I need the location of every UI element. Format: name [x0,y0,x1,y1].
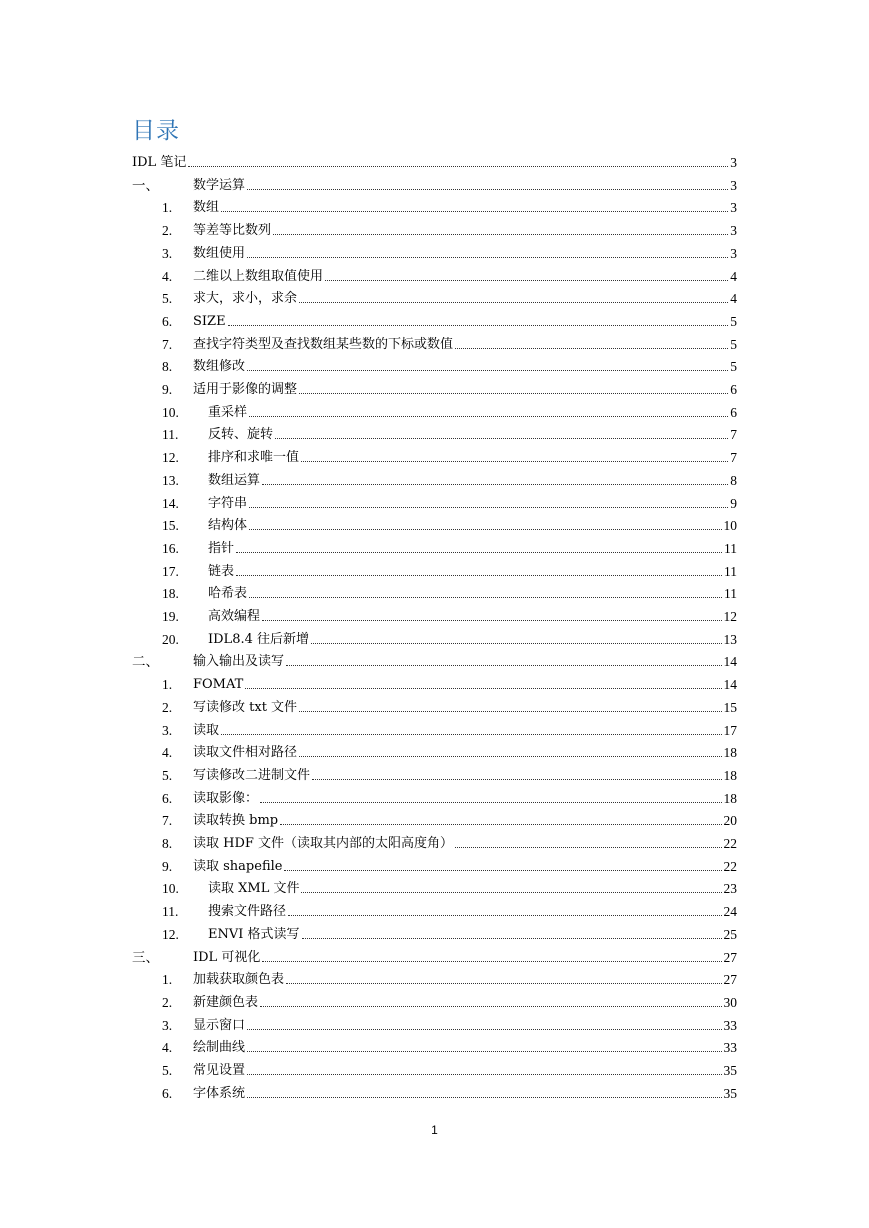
toc-entry-page: 14 [723,654,737,670]
toc-entry-label: 适用于影像的调整 [193,382,298,397]
toc-leader-dots [221,734,721,735]
toc-leader-dots [247,1097,721,1098]
toc-entry-label: 高效编程 [208,609,261,624]
toc-entry-label: 结构体 [208,518,248,534]
toc-entry-number: 一、 [132,177,159,193]
toc-entry-page: 35 [723,1063,737,1078]
toc-entry[interactable] [132,855,737,875]
toc-entry[interactable] [132,560,737,580]
toc-entry[interactable] [132,401,737,421]
toc-leader-dots [228,325,729,326]
toc-entry-page: 22 [723,858,737,874]
toc-entry-label: ENVI 格式读写 [208,926,300,942]
toc-leader-dots [299,711,721,712]
toc-entry[interactable] [132,196,737,216]
toc-entry-page: 18 [723,745,737,761]
toc-leader-dots [286,665,721,666]
toc-entry-number: 8. [162,359,173,375]
toc-entry-label: 求大，求小，求余 [193,291,298,307]
toc-entry-number: 三、 [132,949,159,965]
toc-entry-label: 二维以上数组取值使用 [193,268,324,284]
toc-entry[interactable] [132,310,737,330]
toc-entry-page: 35 [723,1085,737,1101]
toc-entry-page: 15 [723,699,737,715]
toc-leader-dots [325,280,728,281]
toc-entry-number: 19. [162,609,179,624]
toc-entry[interactable] [132,333,737,353]
toc-leader-dots [260,802,721,803]
toc-leader-dots [288,915,721,916]
page-number: 1 [431,1123,438,1137]
toc-entry[interactable] [132,378,737,398]
toc-entry[interactable] [132,174,737,194]
toc-entry-label: IDL8.4 往后新增 [208,631,309,647]
toc-entry-page: 4 [730,291,737,307]
toc-entry-label: SIZE [193,313,226,329]
toc-leader-dots [301,892,721,893]
toc-entry-number: 11. [162,904,179,920]
toc-entry-page: 8 [730,472,737,488]
toc-entry-number: 2. [162,699,173,715]
toc-entry[interactable] [132,787,737,807]
toc-entry[interactable] [132,537,737,557]
toc-entry-page: 30 [723,994,737,1010]
toc-entry-number: 20. [162,631,179,647]
toc-entry-label: 数组 [193,200,220,216]
toc-leader-dots [286,983,721,984]
toc-entry-label: 数学运算 [193,177,246,193]
toc-entry-label: 数组使用 [193,245,246,261]
toc-leader-dots [455,348,728,349]
toc-leader-dots [302,938,722,939]
toc-leader-dots [221,211,728,212]
toc-entry-label: 搜索文件路径 [208,904,287,920]
toc-entry-page: 6 [730,382,737,397]
toc-entry-label: 指针 [208,540,235,556]
toc-entry-label: 输入输出及读写 [193,654,285,670]
toc-entry-number: 1. [162,677,173,693]
toc-entry-number: 4. [162,1040,173,1056]
toc-entry-page: 9 [730,495,737,511]
toc-entry[interactable] [132,265,737,285]
toc-entry-label: 读取 HDF 文件（读取其内部的太阳高度角） [193,836,454,851]
toc-entry-label: 哈希表 [208,586,248,602]
toc-entry-number: 18. [162,586,179,602]
toc-leader-dots [260,1006,721,1007]
toc-entry-page: 23 [723,881,737,897]
toc-entry-page: 3 [730,200,737,216]
toc-entry-label: 查找字符类型及查找数组某些数的下标或数值 [193,336,454,352]
toc-leader-dots [247,1051,721,1052]
toc-entry-page: 5 [730,336,737,352]
toc-leader-dots [301,461,728,462]
toc-entry-number: 5. [162,291,173,307]
toc-entry-page: 20 [723,813,737,829]
toc-entry[interactable] [132,968,737,988]
toc-entry-page: 14 [723,677,737,693]
toc-entry-page: 27 [723,972,737,988]
toc-entry[interactable] [132,650,737,670]
toc-entry[interactable] [132,1036,737,1056]
toc-entry-number: 1. [162,972,173,988]
toc-leader-dots [247,257,728,258]
toc-title: 目录 [132,118,180,144]
toc-entry-number: 16. [162,540,179,556]
toc-leader-dots [236,552,722,553]
toc-entry-number: 3. [162,245,173,261]
toc-entry-page: 33 [723,1040,737,1056]
toc-entry-label: 数组修改 [193,359,246,375]
toc-entry-page: 17 [723,722,737,738]
toc-entry[interactable] [132,287,737,307]
toc-leader-dots [247,1074,721,1075]
toc-entry-label: 字体系统 [193,1085,246,1101]
toc-entry-label: 写读修改二进制文件 [193,767,311,783]
toc-entry-label: 显示窗口 [193,1017,246,1033]
toc-entry-page: 10 [723,518,737,534]
toc-entry[interactable] [132,605,737,625]
toc-leader-dots [275,438,728,439]
toc-entry-label: 写读修改 txt 文件 [193,699,298,715]
toc-entry-label: 读取 shapefile [193,858,283,874]
toc-leader-dots [299,393,728,394]
toc-entry-page: 24 [723,904,737,920]
toc-entry[interactable] [132,696,737,716]
toc-entry[interactable] [132,242,737,262]
toc-leader-dots [280,824,721,825]
toc-entry-number: 6. [162,313,173,329]
toc-entry-page: 27 [723,949,737,965]
toc-entry-page: 33 [723,1017,737,1033]
toc-entry[interactable] [132,151,737,171]
toc-entry[interactable] [132,923,737,943]
toc-entry[interactable] [132,673,737,693]
toc-entry-number: 3. [162,722,173,738]
toc-entry-page: 11 [724,586,737,602]
toc-entry[interactable] [132,1059,737,1079]
toc-entry-page: 11 [724,540,737,556]
toc-leader-dots [245,688,721,689]
toc-entry-number: 3. [162,1017,173,1033]
toc-entry-page: 3 [730,245,737,261]
toc-entry-page: 5 [730,313,737,329]
toc-entry-label: IDL 笔记 [132,155,187,170]
toc-entry-number: 6. [162,1085,173,1101]
toc-entry[interactable] [132,469,737,489]
toc-entry[interactable] [132,877,737,897]
toc-entry-page: 18 [723,767,737,783]
toc-leader-dots [284,870,721,871]
toc-entry-number: 15. [162,518,179,534]
toc-leader-dots [249,507,728,508]
toc-leader-dots [312,779,721,780]
toc-leader-dots [455,847,721,848]
toc-leader-dots [311,643,722,644]
toc-entry-page: 6 [730,404,737,420]
toc-entry-label: 读取文件相对路径 [193,745,298,761]
toc-leader-dots [249,416,728,417]
toc-entry-page: 18 [723,790,737,806]
toc-entry[interactable] [132,582,737,602]
toc-entry-page: 4 [730,268,737,284]
toc-entry-page: 11 [724,563,737,579]
toc-entry-page: 22 [723,836,737,851]
toc-entry-number: 17. [162,563,179,579]
toc-entry-page: 5 [730,359,737,375]
toc-leader-dots [299,302,728,303]
toc-entry[interactable] [132,946,737,966]
toc-leader-dots [262,484,728,485]
toc-entry[interactable] [132,492,737,512]
toc-entry[interactable] [132,219,737,239]
toc-entry[interactable] [132,423,737,443]
toc-entry-label: 读取 XML 文件 [208,881,300,897]
toc-entry-number: 12. [162,450,179,466]
toc-entry[interactable] [132,719,737,739]
toc-entry-label: FOMAT [193,677,244,693]
toc-entry-label: 反转、旋转 [208,427,274,443]
toc-leader-dots [247,189,728,190]
toc-entry[interactable] [132,832,737,852]
toc-leader-dots [262,620,721,621]
toc-leader-dots [188,166,728,167]
toc-entry-number: 9. [162,858,173,874]
toc-entry-number: 11. [162,427,179,443]
toc-entry-page: 25 [723,926,737,942]
toc-entry[interactable] [132,809,737,829]
toc-entry-label: 读取转换 bmp [193,813,279,829]
toc-entry-label: IDL 可视化 [193,949,261,965]
toc-entry[interactable] [132,446,737,466]
toc-entry-label: 等差等比数列 [193,223,272,239]
toc-entry[interactable] [132,741,737,761]
toc-leader-dots [299,756,721,757]
toc-entry-number: 9. [162,382,173,397]
toc-leader-dots [247,1029,721,1030]
toc-leader-dots [247,370,728,371]
toc-entry-number: 8. [162,836,173,851]
toc-entry[interactable] [132,1082,737,1102]
toc-entry-number: 7. [162,336,173,352]
toc-leader-dots [273,234,728,235]
toc-entry-page: 12 [723,609,737,624]
toc-entry-label: 重采样 [208,404,248,420]
toc-entry-number: 6. [162,790,173,806]
toc-leader-dots [249,597,722,598]
toc-entry[interactable] [132,764,737,784]
toc-entry-page: 3 [730,155,737,170]
toc-entry-number: 4. [162,268,173,284]
toc-entry[interactable] [132,514,737,534]
toc-entry-label: 新建颜色表 [193,994,259,1010]
toc-entry-page: 7 [730,427,737,443]
toc-leader-dots [262,961,721,962]
toc-entry-label: 绘制曲线 [193,1040,246,1056]
toc-entry-number: 1. [162,200,173,216]
toc-entry-number: 4. [162,745,173,761]
toc-entry-page: 13 [723,631,737,647]
toc-entry-number: 14. [162,495,179,511]
toc-entry[interactable] [132,991,737,1011]
toc-entry-number: 13. [162,472,179,488]
toc-entry-number: 10. [162,404,179,420]
toc-entry-label: 常见设置 [193,1063,246,1078]
toc-entry-number: 10. [162,881,179,897]
toc-entry-page: 7 [730,450,737,466]
toc-entry-number: 12. [162,926,179,942]
toc-entry-label: 数组运算 [208,472,261,488]
toc-entry-number: 2. [162,994,173,1010]
toc-entry-label: 读取 [193,722,220,738]
toc-entry-label: 字符串 [208,495,248,511]
toc-entry[interactable] [132,900,737,920]
toc-entry-page: 3 [730,177,737,193]
toc-entry-number: 5. [162,1063,173,1078]
toc-leader-dots [249,529,721,530]
toc-entry-number: 2. [162,223,173,239]
toc-entry-number: 7. [162,813,173,829]
toc-entry-number: 5. [162,767,173,783]
toc-entry-label: 排序和求唯一值 [208,450,300,466]
toc-leader-dots [236,575,722,576]
toc-entry-label: 读取影像： [193,790,259,806]
toc-entry-number: 二、 [132,654,159,670]
toc-entry[interactable] [132,355,737,375]
toc-entry[interactable] [132,1014,737,1034]
toc-entry-page: 3 [730,223,737,239]
toc-entry-label: 链表 [208,563,235,579]
toc-entry[interactable] [132,628,737,648]
toc-entry-label: 加载获取颜色表 [193,972,285,988]
